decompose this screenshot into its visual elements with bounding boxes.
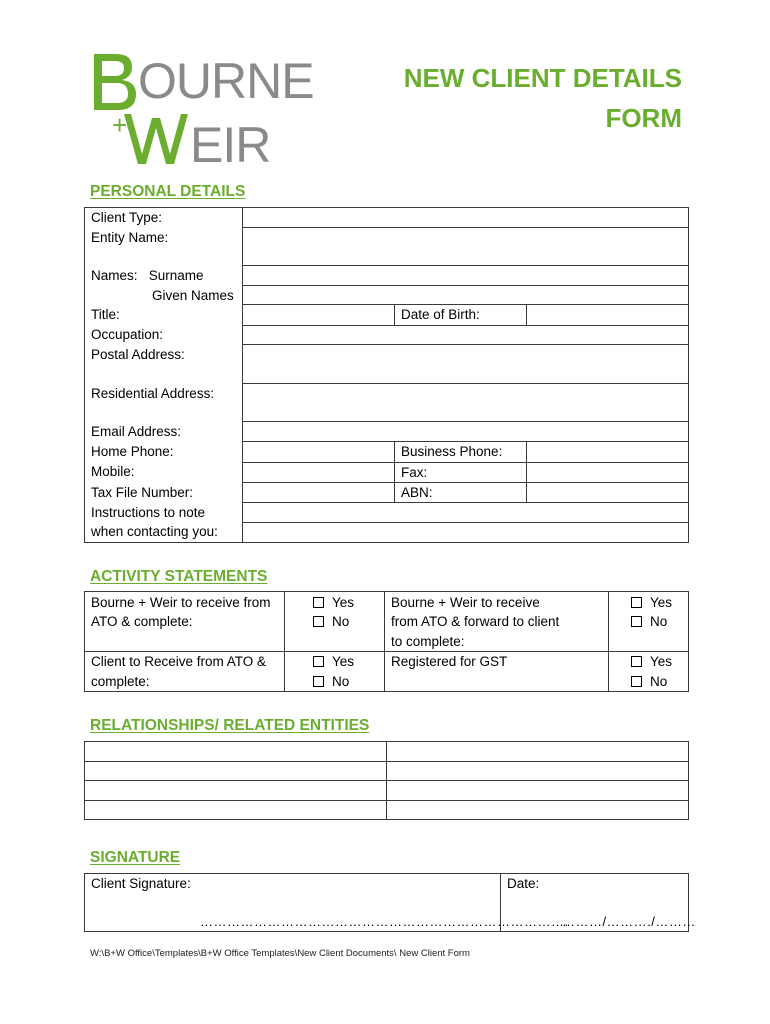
checkbox-icon [313,656,324,667]
q1-line1: Bourne + Weir to receive from [91,595,271,610]
checkbox-icon [313,597,324,608]
checkbox-icon [313,676,324,687]
q1-cell [85,592,285,652]
relationship-name-2[interactable] [85,762,387,781]
client-type-label: Client Type: [85,208,243,228]
home-phone-field[interactable] [243,442,395,462]
residential-address-label: Residential Address: [85,384,243,422]
relationship-detail-1[interactable] [387,742,689,762]
instructions-label-line2: when contacting you: [85,522,243,542]
q4-yes-checkbox[interactable]: Yes [631,652,682,671]
email-address-label: Email Address: [85,422,243,442]
date-dotted-line: ………/………./……… [562,914,696,929]
relationship-detail-4[interactable] [387,801,689,820]
q1-line2: ATO & complete: [91,614,193,630]
abn-field[interactable] [527,483,689,503]
form-title-line2: FORM [605,103,682,133]
relationships-heading: RELATIONSHIPS/ RELATED ENTITIES [90,717,370,734]
postal-address-label: Postal Address: [85,345,243,384]
relationships-table [84,741,689,820]
svg-text:+: + [112,110,128,140]
svg-text:EIR: EIR [190,117,271,166]
q2-line2: from ATO & forward to client [391,614,560,630]
mobile-field[interactable] [243,462,395,482]
q4-cell [385,652,609,692]
client-signature-label: Client Signature: [91,876,191,891]
q3-options [285,652,385,692]
q2-cell [385,592,609,652]
bourne-weir-logo [88,48,320,166]
form-title [352,58,682,138]
residential-address-field[interactable] [243,384,689,422]
title-label: Title: [85,305,243,325]
relationship-name-1[interactable] [85,742,387,762]
date-of-birth-field[interactable] [527,305,689,325]
footer-file-path: W:\B+W Office\Templates\B+W Office Templates\New Client Documents\ New Client Form [90,948,470,959]
tax-file-number-label: Tax File Number: [85,483,243,503]
tax-file-number-field[interactable] [243,483,395,503]
checkbox-icon [631,597,642,608]
business-phone-label: Business Phone: [395,442,527,462]
given-names-field[interactable] [243,286,689,305]
business-phone-field[interactable] [527,442,689,462]
title-field[interactable] [243,305,395,325]
surname-field[interactable] [243,266,689,286]
instructions-field-2[interactable] [243,522,689,542]
q1-yes-checkbox[interactable]: Yes [313,593,378,612]
given-names-label: Given Names [85,286,243,305]
mobile-label: Mobile: [85,462,243,482]
q2-yes-checkbox[interactable]: Yes [631,593,682,612]
checkbox-icon [631,616,642,627]
instructions-field-1[interactable] [243,503,689,522]
q2-no-checkbox[interactable]: No [631,612,682,631]
q3-yes-checkbox[interactable]: Yes [313,652,378,671]
svg-text:OURNE: OURNE [138,53,314,109]
q3-cell [85,652,285,692]
signature-dotted-line: ………………………………………………………………………. [200,914,569,929]
email-address-field[interactable] [243,422,689,442]
checkbox-icon [631,656,642,667]
signature-date-label: Date: [507,876,540,891]
q1-no-checkbox[interactable]: No [313,612,378,631]
entity-name-field[interactable] [243,228,689,266]
q2-options [609,592,689,652]
q1-options [285,592,385,652]
q4-options [609,652,689,692]
checkbox-icon [631,676,642,687]
home-phone-label: Home Phone: [85,442,243,462]
date-of-birth-label: Date of Birth: [395,305,527,325]
postal-address-field[interactable] [243,345,689,384]
q4-no-checkbox[interactable]: No [631,672,682,691]
activity-statements-heading: ACTIVITY STATEMENTS [90,568,268,585]
names-surname-label: Names: Surname [85,266,243,286]
q2-line3: to complete: [391,633,465,649]
personal-details-table [84,207,689,543]
relationship-name-3[interactable] [85,781,387,801]
q4-label: Registered for GST [391,654,508,670]
checkbox-icon [313,616,324,627]
occupation-label: Occupation: [85,325,243,344]
occupation-field[interactable] [243,325,689,344]
client-type-field[interactable] [243,208,689,228]
entity-name-label: Entity Name: [85,228,243,266]
q2-line1: Bourne + Weir to receive [391,595,540,610]
q3-line2: complete: [91,673,150,689]
fax-field[interactable] [527,462,689,482]
signature-heading: SIGNATURE [90,849,181,866]
activity-statements-table [84,591,689,692]
q3-no-checkbox[interactable]: No [313,672,378,691]
abn-label: ABN: [395,483,527,503]
personal-details-heading: PERSONAL DETAILS [90,183,246,200]
q3-line1: Client to Receive from ATO & [91,654,267,670]
fax-label: Fax: [395,462,527,482]
relationship-detail-2[interactable] [387,762,689,781]
form-title-line1: NEW CLIENT DETAILS [403,63,682,93]
instructions-label-line1: Instructions to note [85,503,243,522]
relationship-name-4[interactable] [85,801,387,820]
relationship-detail-3[interactable] [387,781,689,801]
